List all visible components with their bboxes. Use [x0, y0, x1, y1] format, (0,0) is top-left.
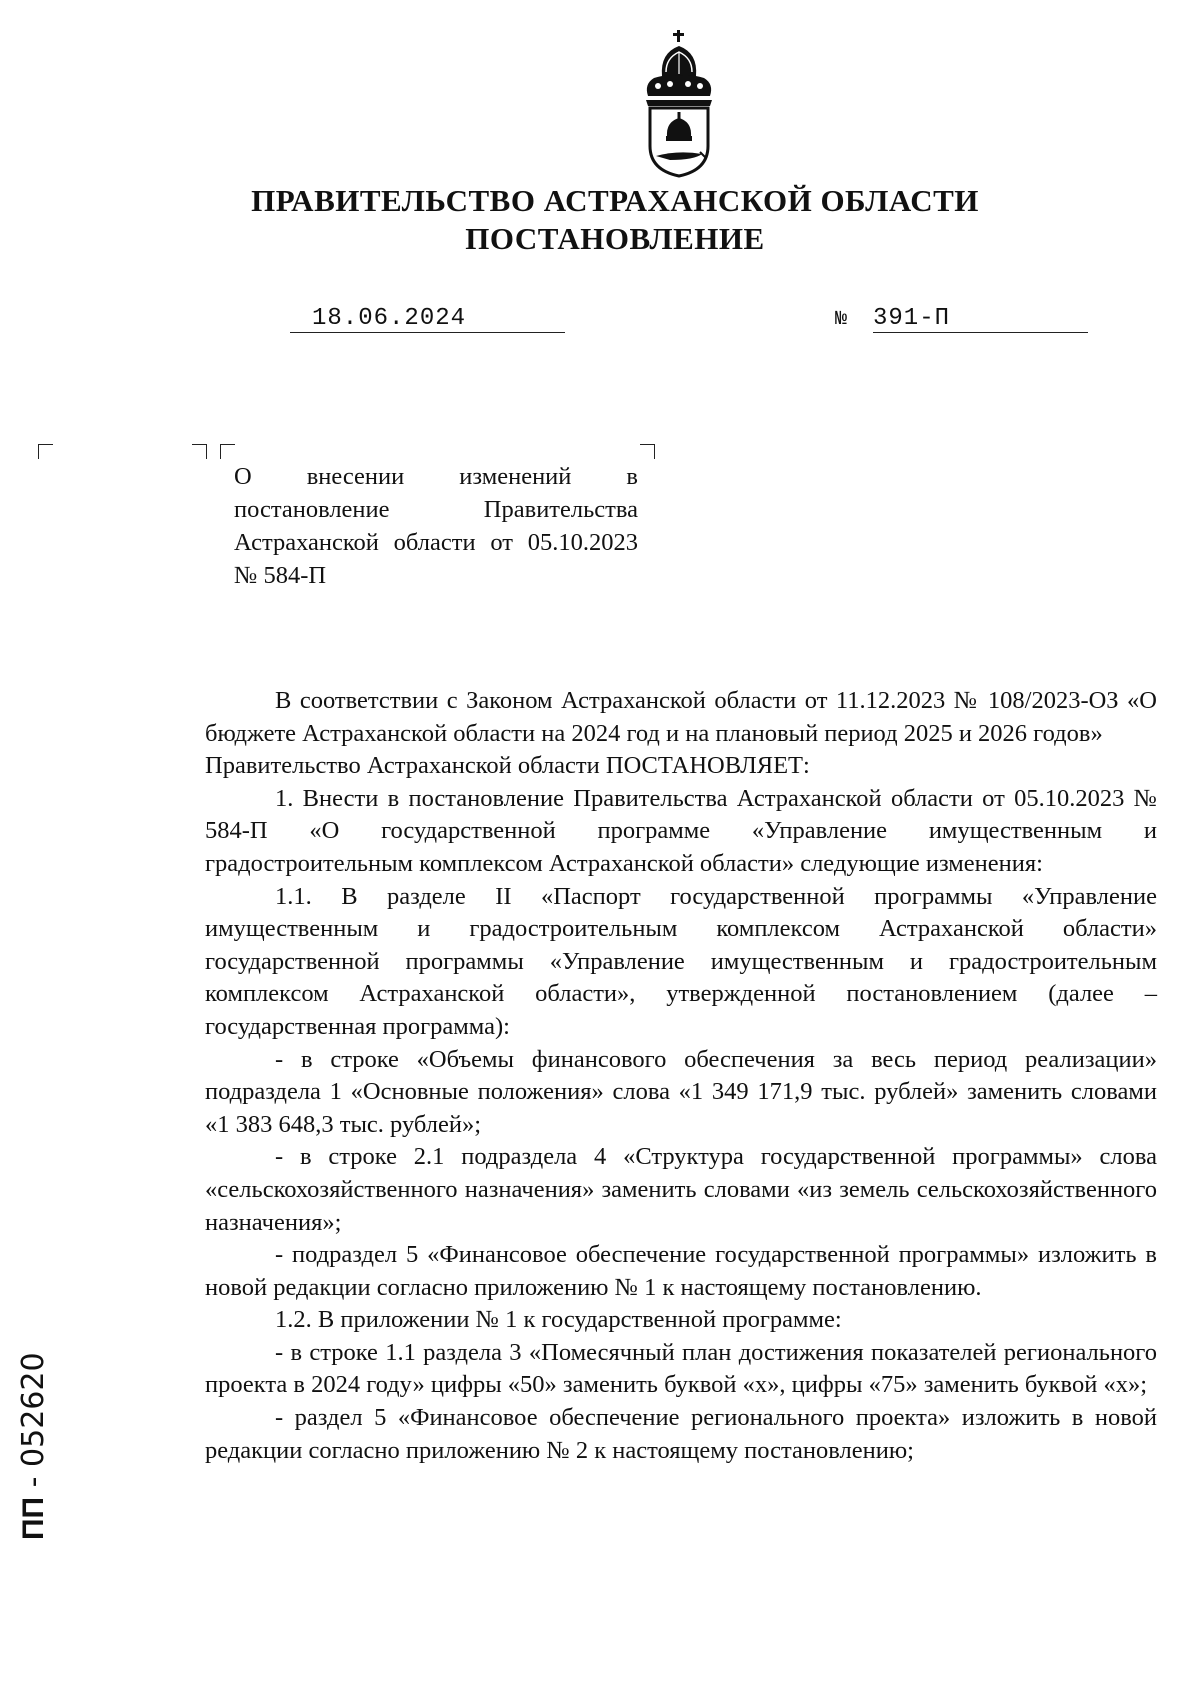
body-paragraph: - подраздел 5 «Финансовое обеспечение государственной программы» изложить в новой редакции согласно приложению № 1 к настоящему постановлению. [205, 1241, 1157, 1301]
document-number: 391-П [873, 305, 1088, 333]
document-body [205, 685, 1157, 1467]
blank-serial-stamp [16, 1352, 56, 1540]
subject-text: О внесении изменений в постановление Правительства Астраханской области от 05.10.2023 № 584-П [234, 463, 638, 589]
corner-mark [220, 444, 235, 459]
organization-title: ПРАВИТЕЛЬСТВО АСТРАХАНСКОЙ ОБЛАСТИ [251, 183, 979, 218]
blank-series: ПП [17, 1496, 50, 1540]
document-subject [234, 460, 638, 592]
body-paragraph: - в строке 2.1 подраздела 4 «Структура государственной программы» слова «сельскохозяйственного назначения» заменить словами «из земель сельскохозяйственного назначения»; [205, 1143, 1157, 1236]
document-date: 18.06.2024 [312, 305, 467, 332]
body-paragraph: 1.2. В приложении № 1 к государственной программе: [275, 1306, 842, 1334]
body-paragraph: 1.1. В разделе II «Паспорт государственной программы «Управление имущественным и градостроительным комплексом Астраханской области» государственной программы «Управление имущественным и градостроительным комплексом Астраханской области», утвержденной постановлением (далее – государственная программа): [205, 882, 1157, 1040]
blank-serial-number: 052620 [16, 1352, 51, 1467]
body-paragraph: Правительство Астраханской области ПОСТАНОВЛЯЕТ: [205, 752, 810, 780]
body-paragraph: - раздел 5 «Финансовое обеспечение регионального проекта» изложить в новой редакции согласно приложению № 2 к настоящему постановлению; [205, 1404, 1157, 1464]
blank-separator: - [16, 1466, 51, 1497]
document-type-title: ПОСТАНОВЛЕНИЕ [465, 221, 765, 256]
corner-mark [38, 444, 53, 459]
corner-mark [640, 444, 655, 459]
body-paragraph: 1. Внести в постановление Правительства Астраханской области от 05.10.2023 № 584-П «О государственной программе «Управление имущественным и градостроительным комплексом Астраханской области» следующие изменения: [205, 784, 1157, 877]
document-number-field [835, 305, 1088, 333]
corner-mark [192, 444, 207, 459]
document-date-field [290, 305, 565, 333]
number-sign: № [835, 308, 848, 331]
body-paragraph: В соответствии с Законом Астраханской области от 11.12.2023 № 108/2023-ОЗ «О бюджете Астраханской области на 2024 год и на плановый период 2025 и 2026 годов» [205, 687, 1157, 747]
coat-of-arms-icon [640, 28, 718, 178]
body-paragraph: - в строке «Объемы финансового обеспечения за весь период реализации» подраздела 1 «Основные положения» слова «1 349 171,9 тыс. рублей» заменить словами «1 383 648,3 тыс. рублей»; [205, 1045, 1157, 1138]
body-paragraph: - в строке 1.1 раздела 3 «Помесячный план достижения показателей регионального проекта в 2024 году» цифры «50» заменить буквой «х», цифры «75» заменить буквой «х»; [205, 1338, 1157, 1399]
